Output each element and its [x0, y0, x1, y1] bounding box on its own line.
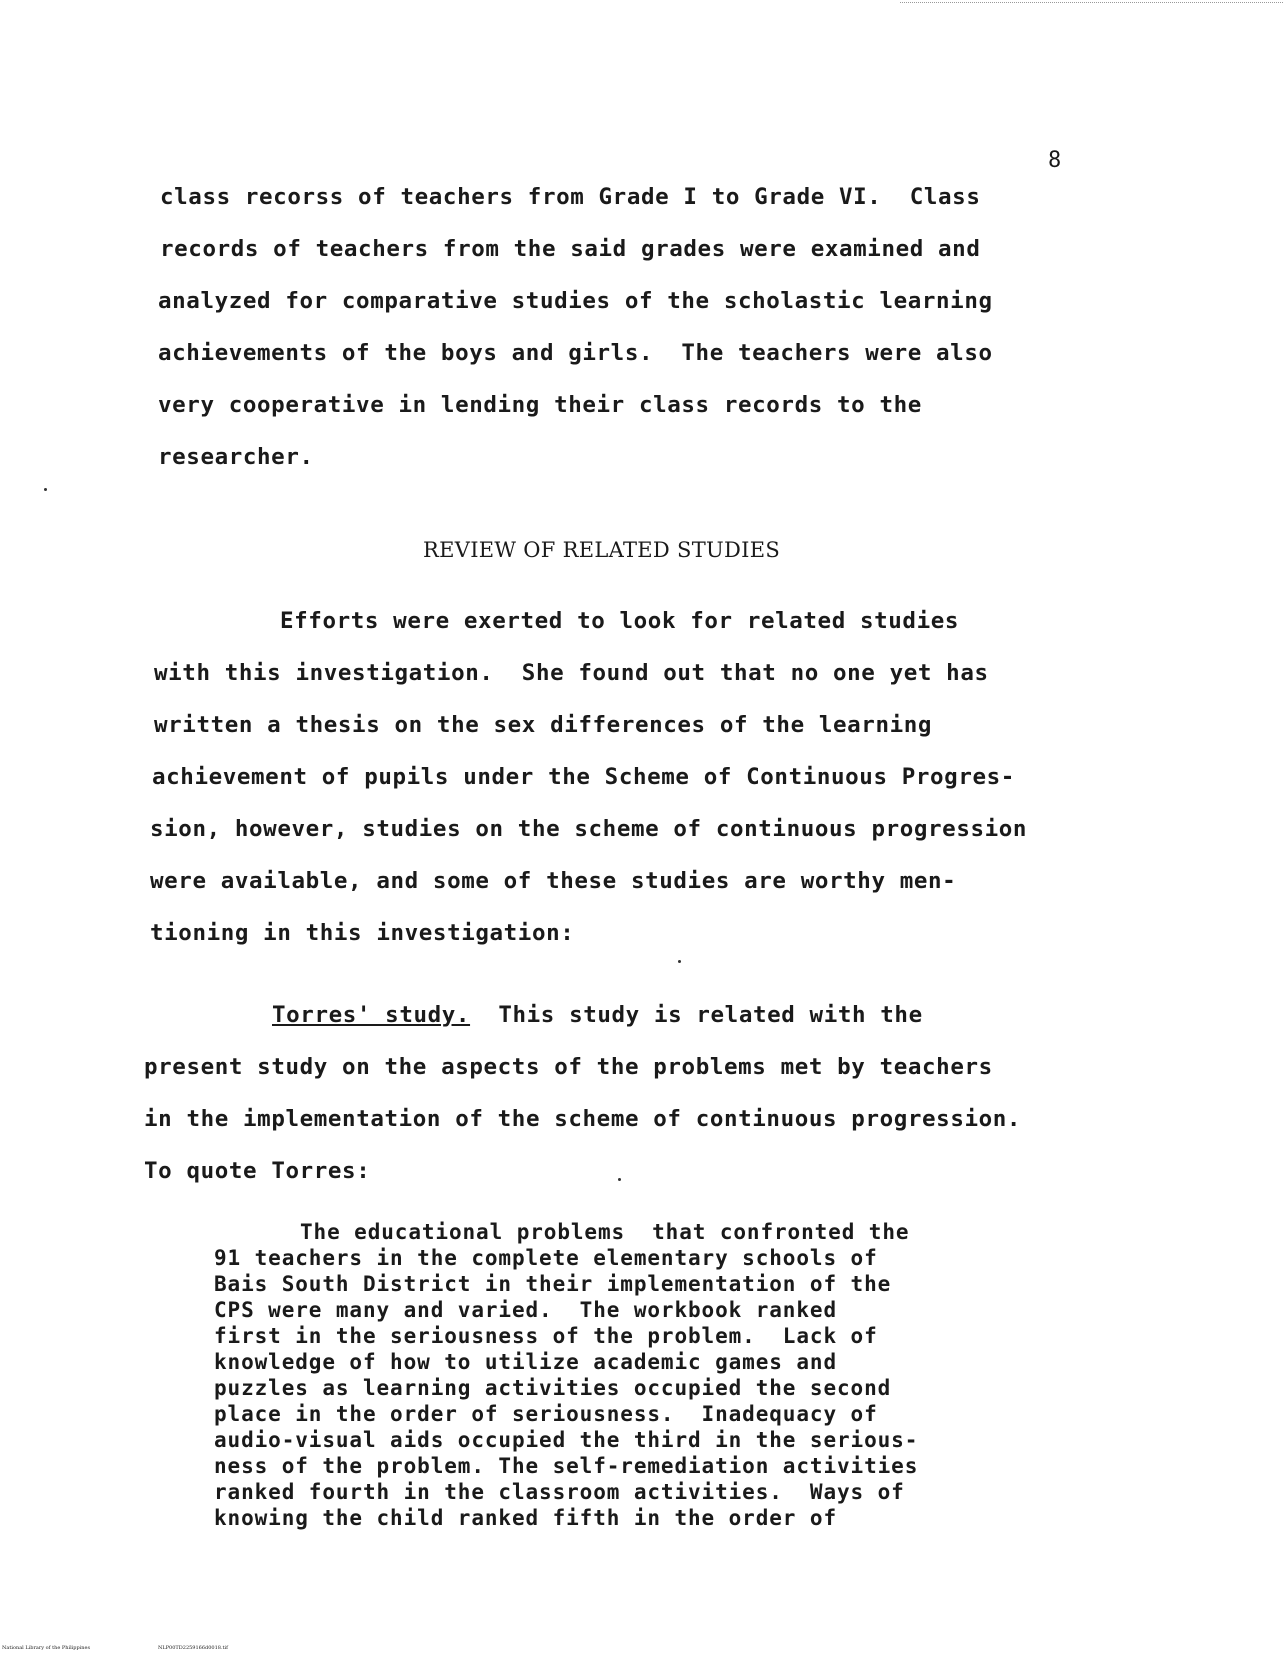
quote-line: place in the order of seriousness. Inadequacy of: [214, 1402, 878, 1426]
paragraph1-line: researcher.: [158, 444, 314, 470]
torres-study-title: Torres' study.: [272, 1002, 471, 1028]
quote-line: 91 teachers in the complete elementary schools of: [214, 1246, 878, 1270]
paragraph1-line: analyzed for comparative studies of the scholastic learning: [158, 288, 993, 314]
paragraph1-line: achievements of the boys and girls. The teachers were also: [158, 340, 993, 366]
paragraph2-line: were available, and some of these studies are worthy men-: [150, 868, 957, 894]
footer-library: National Library of the Philippines: [2, 1645, 91, 1651]
paragraph2-line: tioning in this investigation:: [150, 920, 575, 946]
quote-line: first in the seriousness of the problem. Lack of: [214, 1324, 878, 1348]
quote-line: puzzles as learning activities occupied the second: [214, 1376, 892, 1400]
paragraph3-first-line: [272, 1002, 923, 1028]
paragraph2-line: written a thesis on the sex differences of the learning: [154, 712, 933, 738]
page-number: 8: [1048, 148, 1062, 173]
scan-speck: [618, 1178, 621, 1181]
quote-line: Bais South District in their implementation of the: [214, 1272, 892, 1296]
quote-line: The educational problems that confronted the: [300, 1220, 910, 1244]
quote-line: knowledge of how to utilize academic games and: [214, 1350, 837, 1374]
paragraph2-line: with this investigation. She found out that no one yet has: [154, 660, 989, 686]
paragraph1-line: very cooperative in lending their class records to the: [158, 392, 922, 418]
paragraph2-line: sion, however, studies on the scheme of continuous progression: [150, 816, 1028, 842]
section-heading: REVIEW OF RELATED STUDIES: [423, 538, 781, 562]
paragraph2-line: Efforts were exerted to look for related studies: [280, 608, 960, 634]
scan-border-mark: [900, 2, 1283, 3]
paragraph2-line: achievement of pupils under the Scheme of Continuous Progres-: [152, 764, 1015, 790]
paragraph1-line: records of teachers from the said grades were examined and: [160, 236, 981, 262]
quote-line: knowing the child ranked fifth in the order of: [214, 1506, 837, 1530]
paragraph3-line: present study on the aspects of the problems met by teachers: [144, 1054, 993, 1080]
paragraph3-first-text: This study is related with the: [470, 1002, 923, 1028]
paragraph3-line: To quote Torres:: [144, 1158, 371, 1184]
quote-line: CPS were many and varied. The workbook ranked: [214, 1298, 837, 1322]
quote-line: audio-visual aids occupied the third in the serious-: [214, 1428, 919, 1452]
footer-filename: NLP00TD2259166d0018.tif: [158, 1645, 229, 1651]
paragraph1-line: class recorss of teachers from Grade I to Grade VI. Class: [160, 184, 981, 210]
quote-line: ranked fourth in the classroom activities. Ways of: [214, 1480, 905, 1504]
paragraph3-line: in the implementation of the scheme of continuous progression.: [144, 1106, 1022, 1132]
scan-speck: [678, 960, 681, 963]
scan-speck: [44, 488, 47, 491]
quote-line: ness of the problem. The self-remediation activities: [214, 1454, 919, 1478]
